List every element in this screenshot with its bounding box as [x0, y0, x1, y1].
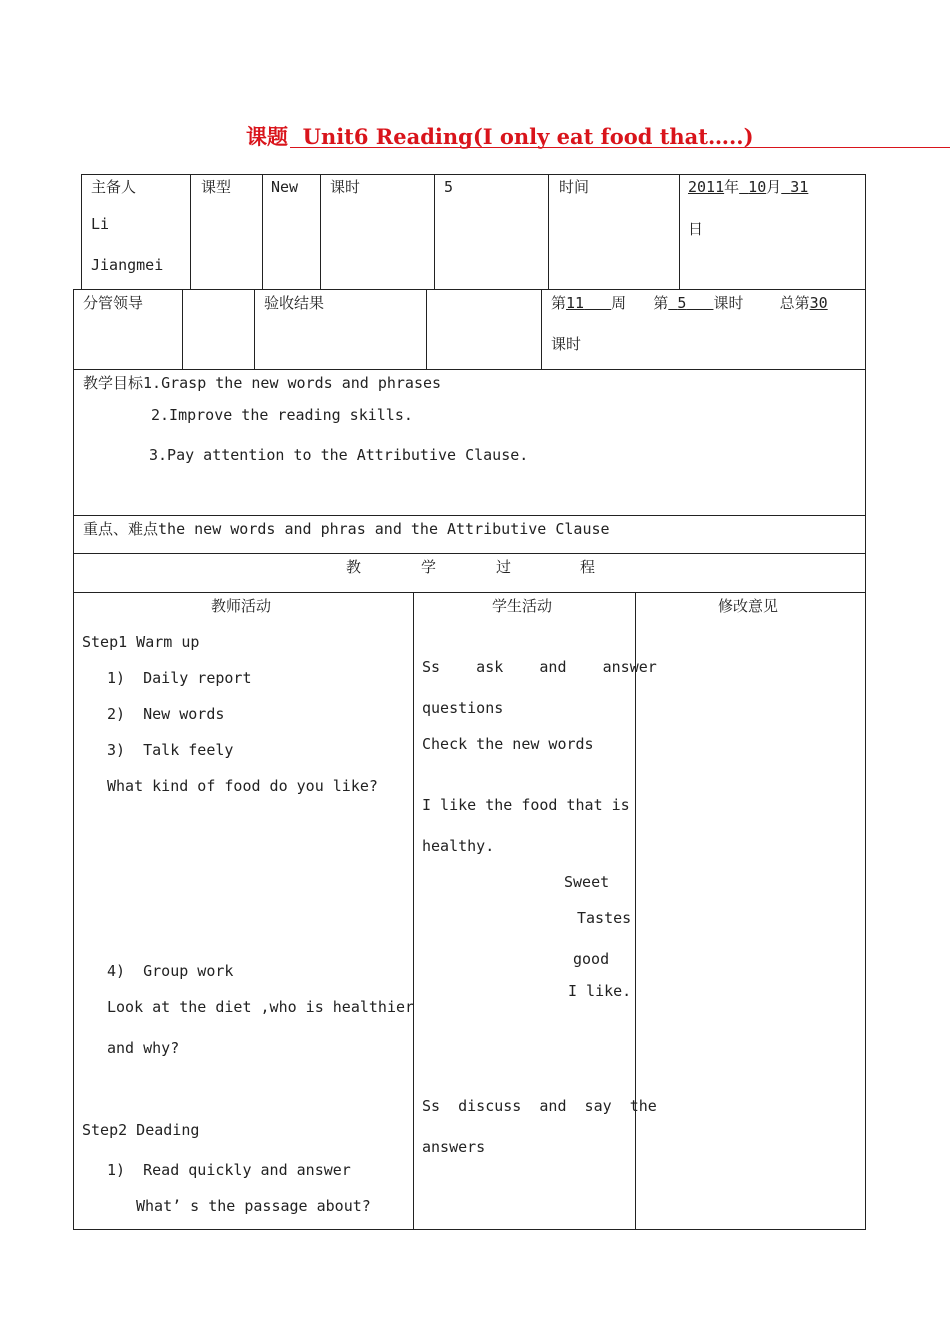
row1-divider: [679, 174, 680, 290]
teacher-line: 2) New words: [107, 705, 225, 723]
time-label: 时间: [559, 178, 590, 196]
row1-divider: [190, 174, 191, 290]
teacher-line: What kind of food do you like?: [107, 777, 378, 795]
preparer-name-line2: Jiangmei: [91, 256, 164, 274]
type-value: New: [271, 178, 299, 196]
date-line: [688, 178, 808, 196]
total-number: 30: [809, 294, 828, 312]
row1-divider: [320, 174, 321, 290]
period-value: 5: [444, 178, 454, 196]
teacher-line: and why?: [107, 1039, 180, 1057]
month-unit: 月: [766, 178, 782, 196]
row1-left-border: [81, 174, 82, 290]
student-line: Ss discuss and say the: [422, 1097, 657, 1115]
student-line: Sweet: [564, 873, 610, 891]
teacher-line: Look at the diet ,who is healthier: [107, 998, 415, 1016]
teacher-line: 1) Daily report: [107, 669, 252, 687]
lesson-number: 5: [677, 294, 687, 312]
key-points-label: 重点、难点: [83, 520, 159, 538]
student-line: good: [573, 950, 610, 968]
student-line: I like.: [568, 982, 632, 1000]
table-right-border: [865, 289, 866, 1230]
student-column-header: 学生活动: [492, 597, 553, 615]
objective-1: 教学目标1.Grasp the new words and phrases: [83, 374, 442, 392]
student-line: healthy.: [422, 837, 495, 855]
revision-column-header: 修改意见: [718, 597, 779, 615]
type-label: 课型: [201, 178, 232, 196]
row2-divider: [541, 289, 542, 369]
row1-top-border: [81, 174, 866, 175]
teacher-line: 1) Read quickly and answer: [107, 1161, 351, 1179]
week-number: 11: [566, 294, 585, 312]
objectives-label: 教学目标: [83, 374, 144, 392]
row1-right-border: [865, 174, 866, 290]
preparer-label: 主备人: [91, 178, 137, 196]
process-header-char: 程: [580, 558, 596, 576]
row1-divider: [434, 174, 435, 290]
row1-divider: [548, 174, 549, 290]
row2-divider: [254, 289, 255, 369]
date-month: 10: [748, 178, 767, 196]
date-year: 2011: [688, 178, 725, 196]
student-line: I like the food that is: [422, 796, 630, 814]
teacher-line: Step1 Warm up: [82, 633, 200, 651]
process-divider: [635, 592, 636, 1230]
title-label: 课题: [246, 125, 288, 149]
row-separator: [73, 369, 866, 370]
student-line: Tastes: [577, 909, 632, 927]
process-header-char: 过: [496, 558, 512, 576]
row1-divider: [262, 174, 263, 290]
result-label: 验收结果: [264, 294, 325, 312]
student-line: Ss ask and answer: [422, 658, 657, 676]
teacher-line: What’ s the passage about?: [136, 1197, 371, 1215]
row2-divider: [182, 289, 183, 369]
process-header-char: 教: [346, 558, 362, 576]
teacher-column-header: 教师活动: [211, 597, 272, 615]
process-header-char: 学: [421, 558, 437, 576]
period-label: 课时: [330, 178, 361, 196]
process-divider: [413, 592, 414, 1230]
row2-divider: [426, 289, 427, 369]
total-unit: 课时: [551, 335, 582, 353]
objective-2: 2.Improve the reading skills.: [151, 406, 413, 424]
year-unit: 年: [724, 178, 740, 196]
row-separator: [73, 553, 866, 554]
teacher-line: 4) Group work: [107, 962, 234, 980]
objective-3: 3.Pay attention to the Attributive Clause.: [149, 446, 529, 464]
student-line: answers: [422, 1138, 486, 1156]
student-line: Check the new words: [422, 735, 594, 753]
preparer-name-line1: Li: [91, 215, 110, 233]
row-separator: [73, 515, 866, 516]
leader-label: 分管领导: [83, 294, 144, 312]
row2-top-border: [73, 289, 866, 290]
teacher-line: 3) Talk feely: [107, 741, 234, 759]
day-unit: 日: [688, 220, 704, 238]
student-line: questions: [422, 699, 504, 717]
table-left-border: [73, 289, 74, 1230]
title-underline: [290, 147, 950, 148]
key-points: 重点、难点the new words and phras and the Attributive Clause: [83, 520, 610, 538]
teacher-line: Step2 Deading: [82, 1121, 200, 1139]
row-separator: [73, 592, 866, 593]
title-text: Unit6 Reading(I only eat food that…..): [302, 124, 754, 149]
week-lesson-line: 第11 周 第 5 课时 总第30: [551, 294, 828, 312]
table-bottom-border: [73, 1229, 866, 1230]
date-day: 31: [790, 178, 809, 196]
